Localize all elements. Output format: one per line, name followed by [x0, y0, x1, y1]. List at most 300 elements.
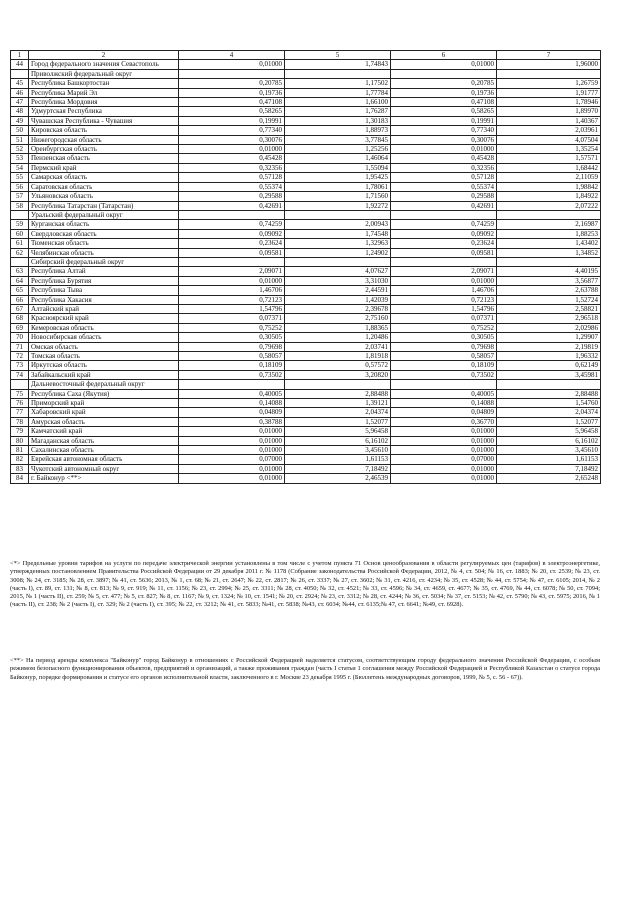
table-row: [11, 173, 601, 182]
value-col-6: 0,20785: [391, 79, 497, 88]
region-name: Алтайский край: [29, 304, 179, 313]
value-col-4: 0,07371: [179, 314, 285, 323]
value-col-4: 0,47108: [179, 98, 285, 107]
value-col-7: 0,62149: [497, 361, 601, 370]
value-col-7: 1,91777: [497, 88, 601, 97]
region-name: Томская область: [29, 352, 179, 361]
value-col-6: 0,40005: [391, 389, 497, 398]
table-row: [11, 286, 601, 295]
value-col-7: 1,35254: [497, 145, 601, 154]
value-col-7: 1,26759: [497, 79, 601, 88]
value-col-4: 0,19991: [179, 116, 285, 125]
value-col-6: 0,19736: [391, 88, 497, 97]
value-col-7: 1,57571: [497, 154, 601, 163]
value-col-6: 0,01000: [391, 276, 497, 285]
row-number: 75: [11, 389, 29, 398]
value-col-7: 2,04374: [497, 408, 601, 417]
value-col-6: 1,54796: [391, 304, 497, 313]
value-col-5: 1,95425: [285, 173, 391, 182]
table-row: [11, 323, 601, 332]
value-col-6: [391, 69, 497, 78]
value-col-6: 0,55374: [391, 182, 497, 191]
region-name: Сахалинская область: [29, 446, 179, 455]
value-col-5: [285, 210, 391, 219]
value-col-4: 0,74259: [179, 220, 285, 229]
value-col-6: 0,74259: [391, 220, 497, 229]
value-col-5: 1,74843: [285, 60, 391, 69]
row-number: 46: [11, 88, 29, 97]
region-name: Омская область: [29, 342, 179, 351]
row-number: 74: [11, 370, 29, 379]
row-number: 59: [11, 220, 29, 229]
value-col-5: 1,88365: [285, 323, 391, 332]
value-col-5: 1,74548: [285, 229, 391, 238]
table-row: [11, 79, 601, 88]
value-col-5: 1,24902: [285, 248, 391, 257]
value-col-5: 1,77784: [285, 88, 391, 97]
value-col-5: 1,61153: [285, 455, 391, 464]
row-number: 51: [11, 135, 29, 144]
value-col-4: 0,01000: [179, 464, 285, 473]
value-col-7: 5,96458: [497, 427, 601, 436]
row-number: 84: [11, 474, 29, 483]
value-col-4: 0,57128: [179, 173, 285, 182]
table-row: [11, 389, 601, 398]
tariff-table: [10, 50, 601, 484]
value-col-7: 1,43402: [497, 239, 601, 248]
value-col-6: 0,07371: [391, 314, 497, 323]
region-name: Республика Мордовия: [29, 98, 179, 107]
table-header-row: [11, 51, 601, 60]
value-col-5: 2,75160: [285, 314, 391, 323]
header-cell: 7: [497, 51, 601, 60]
value-col-6: 0,01000: [391, 436, 497, 445]
value-col-5: 2,04374: [285, 408, 391, 417]
region-name: Кировская область: [29, 126, 179, 135]
region-name: Забайкальский край: [29, 370, 179, 379]
row-number: 68: [11, 314, 29, 323]
value-col-7: 1,89970: [497, 107, 601, 116]
value-col-5: 2,39678: [285, 304, 391, 313]
region-name: Еврейская автономная область: [29, 455, 179, 464]
value-col-6: 0,14088: [391, 399, 497, 408]
row-number: 62: [11, 248, 29, 257]
value-col-4: 0,72123: [179, 295, 285, 304]
row-number: 72: [11, 352, 29, 361]
row-number: 80: [11, 436, 29, 445]
region-name: Челябинская область: [29, 248, 179, 257]
value-col-4: 0,19736: [179, 88, 285, 97]
header-cell: 5: [285, 51, 391, 60]
table-row: [11, 126, 601, 135]
value-col-5: 1,17502: [285, 79, 391, 88]
region-name: Саратовская область: [29, 182, 179, 191]
value-col-5: 1,39121: [285, 399, 391, 408]
value-col-6: 0,45428: [391, 154, 497, 163]
value-col-7: 1,34852: [497, 248, 601, 257]
region-name: Курганская область: [29, 220, 179, 229]
value-col-7: 1,54760: [497, 399, 601, 408]
value-col-6: 0,18109: [391, 361, 497, 370]
value-col-5: 1,92272: [285, 201, 391, 210]
region-name: Новосибирская область: [29, 333, 179, 342]
value-col-5: [285, 69, 391, 78]
table-row: [11, 145, 601, 154]
table-row: [11, 116, 601, 125]
table-row: [11, 229, 601, 238]
value-col-5: 2,44591: [285, 286, 391, 295]
value-col-6: 0,01000: [391, 145, 497, 154]
value-col-5: 2,03741: [285, 342, 391, 351]
value-col-6: 0,42691: [391, 201, 497, 210]
value-col-5: 1,32963: [285, 239, 391, 248]
value-col-4: 0,38788: [179, 417, 285, 426]
value-col-7: 2,88488: [497, 389, 601, 398]
value-col-4: 0,23624: [179, 239, 285, 248]
region-name: Республика Бурятия: [29, 276, 179, 285]
row-number: 53: [11, 154, 29, 163]
region-name: Ульяновская область: [29, 192, 179, 201]
value-col-7: [497, 210, 601, 219]
region-name: Республика Марий Эл: [29, 88, 179, 97]
value-col-7: 1,96332: [497, 352, 601, 361]
region-name: Оренбургская область: [29, 145, 179, 154]
value-col-7: 1,61153: [497, 455, 601, 464]
table-row: [11, 88, 601, 97]
value-col-4: [179, 380, 285, 389]
region-name: Уральский федеральный округ: [29, 210, 179, 219]
region-name: Республика Хакасия: [29, 295, 179, 304]
value-col-5: 3,20820: [285, 370, 391, 379]
value-col-4: 0,29588: [179, 192, 285, 201]
row-number: 69: [11, 323, 29, 332]
row-number: 70: [11, 333, 29, 342]
value-col-7: 1,78946: [497, 98, 601, 107]
value-col-6: 0,79698: [391, 342, 497, 351]
header-cell: 2: [29, 51, 179, 60]
value-col-7: 1,29907: [497, 333, 601, 342]
value-col-6: 0,29588: [391, 192, 497, 201]
tariff-table-body: [11, 51, 601, 484]
region-name: Свердловская область: [29, 229, 179, 238]
region-name: Хабаровский край: [29, 408, 179, 417]
value-col-5: 1,25256: [285, 145, 391, 154]
row-number: 64: [11, 276, 29, 285]
value-col-5: 3,77845: [285, 135, 391, 144]
value-col-5: 1,88973: [285, 126, 391, 135]
value-col-6: 0,30505: [391, 333, 497, 342]
value-col-7: 3,45981: [497, 370, 601, 379]
value-col-4: [179, 210, 285, 219]
region-name: Тюменская область: [29, 239, 179, 248]
region-name: Приморский край: [29, 399, 179, 408]
district-header-row: [11, 69, 601, 78]
value-col-7: [497, 69, 601, 78]
region-name: Самарская область: [29, 173, 179, 182]
value-col-7: 1,88253: [497, 229, 601, 238]
value-col-5: 1,52077: [285, 417, 391, 426]
value-col-4: 0,01000: [179, 474, 285, 483]
value-col-5: 0,57572: [285, 361, 391, 370]
table-row: [11, 446, 601, 455]
value-col-7: 2,58821: [497, 304, 601, 313]
row-number: 45: [11, 79, 29, 88]
header-cell: 1: [11, 51, 29, 60]
value-col-7: 3,45610: [497, 446, 601, 455]
region-name: Чувашская Республика - Чувашия: [29, 116, 179, 125]
value-col-7: 2,11059: [497, 173, 601, 182]
table-row: [11, 370, 601, 379]
value-col-7: 3,56877: [497, 276, 601, 285]
header-cell: 4: [179, 51, 285, 60]
table-row: [11, 182, 601, 191]
value-col-6: 0,47108: [391, 98, 497, 107]
region-name: Иркутская область: [29, 361, 179, 370]
value-col-7: 2,19819: [497, 342, 601, 351]
value-col-7: 2,63788: [497, 286, 601, 295]
row-number: 55: [11, 173, 29, 182]
value-col-5: 2,00943: [285, 220, 391, 229]
region-name: Приволжский федеральный округ: [29, 69, 179, 78]
value-col-4: 0,30505: [179, 333, 285, 342]
row-number: [11, 380, 29, 389]
value-col-7: 4,40195: [497, 267, 601, 276]
value-col-6: 0,57128: [391, 173, 497, 182]
value-col-7: 1,96000: [497, 60, 601, 69]
table-row: [11, 248, 601, 257]
region-name: Пензенская область: [29, 154, 179, 163]
row-number: 76: [11, 399, 29, 408]
value-col-7: 1,52724: [497, 295, 601, 304]
table-row: [11, 239, 601, 248]
row-number: [11, 69, 29, 78]
row-number: 50: [11, 126, 29, 135]
value-col-6: 1,46706: [391, 286, 497, 295]
value-col-7: 1,40367: [497, 116, 601, 125]
row-number: 48: [11, 107, 29, 116]
value-col-7: 2,65248: [497, 474, 601, 483]
row-number: 78: [11, 417, 29, 426]
region-name: Амурская область: [29, 417, 179, 426]
row-number: 56: [11, 182, 29, 191]
value-col-5: 1,81918: [285, 352, 391, 361]
value-col-4: 0,77340: [179, 126, 285, 135]
row-number: 79: [11, 427, 29, 436]
value-col-4: 0,55374: [179, 182, 285, 191]
value-col-5: 1,66100: [285, 98, 391, 107]
value-col-7: 6,16102: [497, 436, 601, 445]
value-col-4: 0,07000: [179, 455, 285, 464]
region-name: Республика Алтай: [29, 267, 179, 276]
table-row: [11, 333, 601, 342]
value-col-4: 0,75252: [179, 323, 285, 332]
region-name: Республика Башкортостан: [29, 79, 179, 88]
table-row: [11, 267, 601, 276]
value-col-7: 2,96518: [497, 314, 601, 323]
value-col-5: 3,45610: [285, 446, 391, 455]
value-col-6: 2,09071: [391, 267, 497, 276]
table-row: [11, 417, 601, 426]
row-number: 63: [11, 267, 29, 276]
value-col-6: [391, 210, 497, 219]
value-col-6: 0,77340: [391, 126, 497, 135]
value-col-7: 1,68442: [497, 163, 601, 172]
region-name: Республика Татарстан (Татарстан): [29, 201, 179, 210]
value-col-4: 0,01000: [179, 446, 285, 455]
row-number: [11, 210, 29, 219]
footnote-tariff-basis: <*> Предельные уровни тарифов на услуги по передаче электрической энергии установлены в том числе с учетом пункта 71 Основ ценообразования в области регулируемых цен (тарифов) в электроэнергетике, утвержденных постановлением Правительства Российской Федерации от 29 декабря 2011 г. № 1178 (Собрание законодательства Российской Федерации, 2012, № 4, ст. 504; № 16, ст. 1883; № 20, ст. 2539; № 23, ст. 3008; № 24, ст. 3185; № 28, ст. 3897; № 41, ст. 5636; 2013, № 1, ст. 68; № 21, ст. 2647; № 22, ст. 2817; № 26, ст. 3337; № 27, ст. 3602; № 31, ст. 4216, ст. 4234; № 35, ст. 4528; № 44, ст. 5754; № 47, ст. 6105; 2014, № 2 (часть I), ст. 89, ст. 131; № 8, ст. 813; № 9, ст. 919; № 11, ст. 1156; № 23, ст. 2994; № 25, ст. 3311; № 28, ст. 4050; № 32, ст. 4521; № 33, ст. 4596; № 34, ст. 4659, ст. 4677; № 35, ст. 4769, № 44, ст. 6078; № 50, ст. 7094; 2015, № 1 (часть II), ст. 259; № 5, ст. 477; № 5, ст. 827; № 8, ст. 1167; № 9, ст. 1324; № 10, ст. 1541; № 20, ст. 2924; № 23, ст. 3312; № 28, ст. 4244; № 36, ст. 5034; № 37, ст. 5153; № 42, ст. 5790; № 43, ст. 5975; 2016, № 1 (часть II), ст. 238; № 2 (часть I), ст. 329; № 2 (часть I), ст. 395; № 22, ст. 3212; № 41, ст. 5833; №41, ст. 5838; №43, ст. 6034; №44, ст. 6135;№ 47, ст. 6641; №49, ст. 6928).: [10, 560, 600, 609]
value-col-6: 0,07000: [391, 455, 497, 464]
value-col-5: 1,30183: [285, 116, 391, 125]
value-col-4: 0,01000: [179, 427, 285, 436]
value-col-5: 1,71560: [285, 192, 391, 201]
value-col-5: 3,31030: [285, 276, 391, 285]
region-name: Кемеровская область: [29, 323, 179, 332]
row-number: 73: [11, 361, 29, 370]
row-number: 65: [11, 286, 29, 295]
region-name: Республика Тыва: [29, 286, 179, 295]
value-col-5: 7,18492: [285, 464, 391, 473]
row-number: 66: [11, 295, 29, 304]
row-number: 54: [11, 163, 29, 172]
region-name: Дальневосточный федеральный округ: [29, 380, 179, 389]
value-col-4: 0,73502: [179, 370, 285, 379]
table-row: [11, 464, 601, 473]
value-col-7: 1,98842: [497, 182, 601, 191]
value-col-4: 0,09092: [179, 229, 285, 238]
region-name: Пермский край: [29, 163, 179, 172]
value-col-4: 0,30076: [179, 135, 285, 144]
footnote-baikonur: <**> На период аренды комплекса "Байконур" город Байконур в отношениях с Российской Федерацией наделяется статусом, соответствующим городу федерального значения Российской Федерации, с особым режимом безопасного функционирования объектов, предприятий и организаций, а также проживания граждан (часть I статьи 1 соглашения между Российской Федерацией и Республикой Казахстан о статусе города Байконур, порядке формирования и статусе его органов исполнительной власти, заключенного в г. Москве 23 декабря 1995 г. (Бюллетень международных договоров, 1999, № 5, с. 56 - 67)).: [10, 657, 600, 681]
table-row: [11, 352, 601, 361]
district-header-row: [11, 210, 601, 219]
value-col-5: 1,76287: [285, 107, 391, 116]
row-number: 52: [11, 145, 29, 154]
table-row: [11, 474, 601, 483]
row-number: 49: [11, 116, 29, 125]
value-col-7: 1,84922: [497, 192, 601, 201]
table-row: [11, 163, 601, 172]
value-col-4: 0,40005: [179, 389, 285, 398]
table-row: [11, 314, 601, 323]
region-name: Город федерального значения Севастополь: [29, 60, 179, 69]
region-name: Сибирский федеральный округ: [29, 257, 179, 266]
value-col-7: 1,52077: [497, 417, 601, 426]
value-col-5: 1,42039: [285, 295, 391, 304]
row-number: 58: [11, 201, 29, 210]
value-col-4: 1,54796: [179, 304, 285, 313]
row-number: 77: [11, 408, 29, 417]
row-number: 67: [11, 304, 29, 313]
table-row: [11, 342, 601, 351]
value-col-6: 0,32356: [391, 163, 497, 172]
value-col-4: 0,01000: [179, 145, 285, 154]
value-col-4: 0,18109: [179, 361, 285, 370]
value-col-5: 1,55094: [285, 163, 391, 172]
value-col-7: 2,03961: [497, 126, 601, 135]
value-col-6: 0,30076: [391, 135, 497, 144]
value-col-5: 6,16102: [285, 436, 391, 445]
value-col-4: 0,58265: [179, 107, 285, 116]
value-col-5: 2,88488: [285, 389, 391, 398]
table-row: [11, 399, 601, 408]
value-col-4: 0,42691: [179, 201, 285, 210]
value-col-6: 0,23624: [391, 239, 497, 248]
district-header-row: [11, 380, 601, 389]
value-col-6: 0,01000: [391, 474, 497, 483]
row-number: 44: [11, 60, 29, 69]
row-number: 60: [11, 229, 29, 238]
table-row: [11, 276, 601, 285]
value-col-4: [179, 69, 285, 78]
row-number: 83: [11, 464, 29, 473]
value-col-4: 0,45428: [179, 154, 285, 163]
region-name: Нижегородская область: [29, 135, 179, 144]
region-name: Красноярский край: [29, 314, 179, 323]
value-col-4: 0,32356: [179, 163, 285, 172]
value-col-6: 0,09092: [391, 229, 497, 238]
value-col-6: [391, 380, 497, 389]
value-col-6: 0,01000: [391, 427, 497, 436]
row-number: 61: [11, 239, 29, 248]
value-col-6: 0,73502: [391, 370, 497, 379]
table-row: [11, 427, 601, 436]
value-col-7: [497, 380, 601, 389]
value-col-4: 0,14088: [179, 399, 285, 408]
value-col-5: 5,96458: [285, 427, 391, 436]
table-row: [11, 107, 601, 116]
table-row: [11, 192, 601, 201]
value-col-6: 0,19991: [391, 116, 497, 125]
value-col-4: 0,04809: [179, 408, 285, 417]
value-col-7: 4,07504: [497, 135, 601, 144]
value-col-4: [179, 257, 285, 266]
header-cell: 6: [391, 51, 497, 60]
value-col-6: 0,58057: [391, 352, 497, 361]
value-col-5: 1,78061: [285, 182, 391, 191]
value-col-5: [285, 380, 391, 389]
row-number: 57: [11, 192, 29, 201]
value-col-6: 0,01000: [391, 446, 497, 455]
table-row: [11, 60, 601, 69]
table-row: [11, 304, 601, 313]
region-name: Чукотский автономный округ: [29, 464, 179, 473]
value-col-5: 1,20486: [285, 333, 391, 342]
table-row: [11, 201, 601, 210]
row-number: [11, 257, 29, 266]
value-col-6: 0,75252: [391, 323, 497, 332]
value-col-7: 7,18492: [497, 464, 601, 473]
value-col-6: 0,01000: [391, 60, 497, 69]
value-col-4: 0,01000: [179, 436, 285, 445]
value-col-6: [391, 257, 497, 266]
value-col-4: 0,58057: [179, 352, 285, 361]
value-col-6: 0,72123: [391, 295, 497, 304]
value-col-4: 0,79698: [179, 342, 285, 351]
region-name: Магаданская область: [29, 436, 179, 445]
value-col-5: 4,07627: [285, 267, 391, 276]
value-col-5: [285, 257, 391, 266]
value-col-6: 0,09581: [391, 248, 497, 257]
table-row: [11, 408, 601, 417]
district-header-row: [11, 257, 601, 266]
row-number: 82: [11, 455, 29, 464]
table-row: [11, 98, 601, 107]
table-row: [11, 220, 601, 229]
table-row: [11, 135, 601, 144]
value-col-6: 0,01000: [391, 464, 497, 473]
value-col-7: 2,16987: [497, 220, 601, 229]
